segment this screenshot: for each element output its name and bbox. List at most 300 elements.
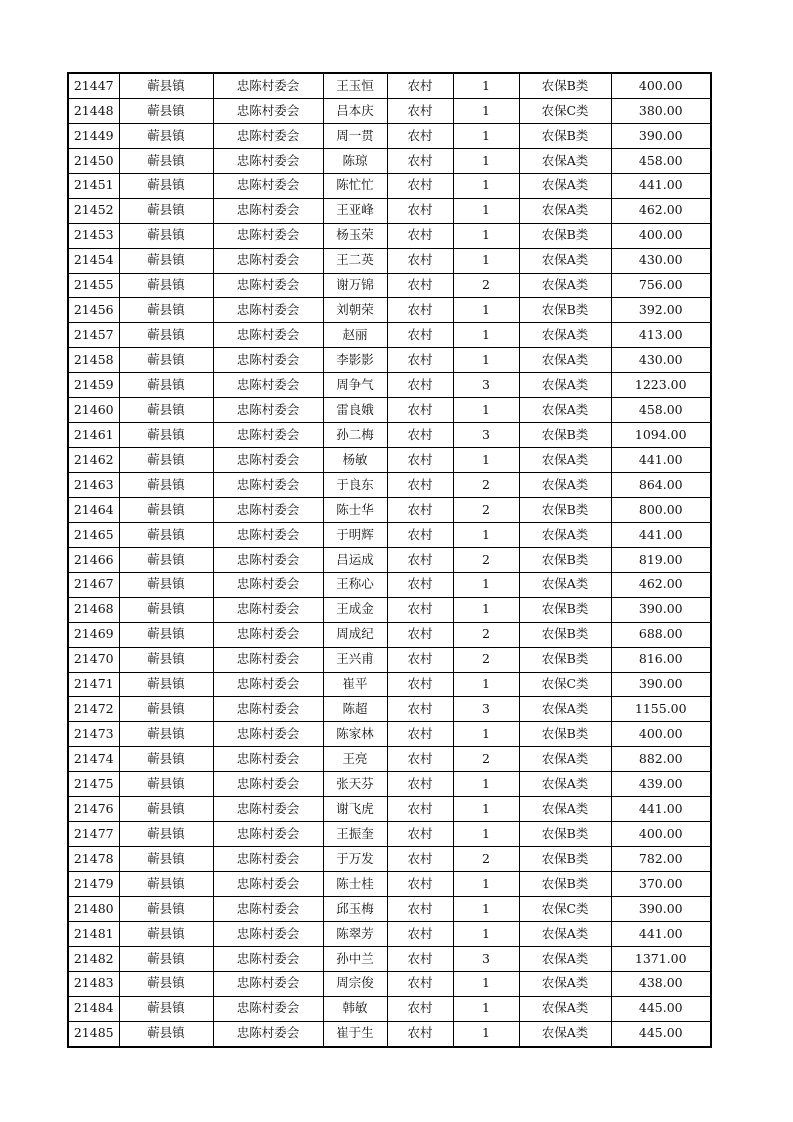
cell-amount: 782.00 [611,847,711,872]
cell-amount: 1371.00 [611,946,711,971]
cell-id: 21448 [68,98,119,123]
cell-type: 农村 [387,847,453,872]
cell-village: 忠陈村委会 [213,373,323,398]
cell-count: 1 [453,772,519,797]
cell-category: 农保A类 [519,697,611,722]
cell-type: 农村 [387,996,453,1021]
cell-village: 忠陈村委会 [213,971,323,996]
cell-category: 农保A类 [519,398,611,423]
cell-village: 忠陈村委会 [213,797,323,822]
cell-town: 蕲县镇 [119,98,213,123]
cell-category: 农保B类 [519,622,611,647]
cell-amount: 370.00 [611,872,711,897]
cell-count: 1 [453,248,519,273]
cell-type: 农村 [387,647,453,672]
cell-village: 忠陈村委会 [213,647,323,672]
table-row [68,597,711,622]
cell-category: 农保A类 [519,772,611,797]
cell-category: 农保A类 [519,323,611,348]
cell-category: 农保A类 [519,1021,611,1046]
cell-category: 农保A类 [519,572,611,597]
table-row [68,448,711,473]
cell-type: 农村 [387,423,453,448]
cell-count: 1 [453,298,519,323]
cell-village: 忠陈村委会 [213,697,323,722]
cell-id: 21447 [68,73,119,98]
cell-id: 21482 [68,946,119,971]
cell-category: 农保B类 [519,847,611,872]
table-row [68,423,711,448]
cell-id: 21472 [68,697,119,722]
cell-type: 农村 [387,398,453,423]
cell-category: 农保A类 [519,273,611,298]
cell-category: 农保A类 [519,348,611,373]
cell-category: 农保B类 [519,872,611,897]
cell-name: 韩敏 [323,996,387,1021]
cell-village: 忠陈村委会 [213,398,323,423]
cell-amount: 390.00 [611,123,711,148]
cell-type: 农村 [387,298,453,323]
cell-name: 李影影 [323,348,387,373]
cell-name: 王兴甫 [323,647,387,672]
cell-type: 农村 [387,223,453,248]
cell-amount: 1223.00 [611,373,711,398]
table-row [68,697,711,722]
cell-amount: 439.00 [611,772,711,797]
table-row [68,373,711,398]
cell-village: 忠陈村委会 [213,747,323,772]
cell-amount: 756.00 [611,273,711,298]
cell-count: 1 [453,1021,519,1046]
cell-count: 1 [453,597,519,622]
cell-type: 农村 [387,946,453,971]
cell-village: 忠陈村委会 [213,722,323,747]
table-row [68,847,711,872]
cell-name: 吕运成 [323,547,387,572]
cell-id: 21484 [68,996,119,1021]
cell-village: 忠陈村委会 [213,248,323,273]
cell-category: 农保A类 [519,148,611,173]
cell-count: 3 [453,423,519,448]
cell-id: 21469 [68,622,119,647]
cell-count: 2 [453,747,519,772]
cell-count: 2 [453,647,519,672]
cell-name: 周成纪 [323,622,387,647]
cell-category: 农保C类 [519,672,611,697]
cell-category: 农保A类 [519,448,611,473]
table-row [68,223,711,248]
cell-type: 农村 [387,822,453,847]
cell-name: 于良东 [323,473,387,498]
cell-count: 1 [453,921,519,946]
cell-name: 陈家林 [323,722,387,747]
cell-town: 蕲县镇 [119,896,213,921]
cell-town: 蕲县镇 [119,872,213,897]
cell-town: 蕲县镇 [119,1021,213,1046]
table-body [68,73,711,1047]
cell-count: 1 [453,348,519,373]
cell-town: 蕲县镇 [119,198,213,223]
cell-count: 1 [453,198,519,223]
cell-village: 忠陈村委会 [213,1021,323,1046]
cell-type: 农村 [387,173,453,198]
cell-village: 忠陈村委会 [213,872,323,897]
cell-id: 21453 [68,223,119,248]
cell-village: 忠陈村委会 [213,73,323,98]
cell-category: 农保A类 [519,198,611,223]
cell-count: 1 [453,148,519,173]
cell-count: 3 [453,373,519,398]
cell-id: 21466 [68,547,119,572]
table-row [68,98,711,123]
cell-name: 陈超 [323,697,387,722]
table-row [68,248,711,273]
cell-town: 蕲县镇 [119,273,213,298]
cell-amount: 445.00 [611,996,711,1021]
cell-id: 21471 [68,672,119,697]
cell-category: 农保A类 [519,522,611,547]
cell-name: 王成金 [323,597,387,622]
cell-category: 农保B类 [519,123,611,148]
cell-town: 蕲县镇 [119,971,213,996]
cell-type: 农村 [387,697,453,722]
cell-category: 农保A类 [519,971,611,996]
cell-category: 农保A类 [519,248,611,273]
cell-amount: 458.00 [611,398,711,423]
cell-town: 蕲县镇 [119,248,213,273]
cell-village: 忠陈村委会 [213,348,323,373]
cell-village: 忠陈村委会 [213,273,323,298]
cell-amount: 1094.00 [611,423,711,448]
table-row [68,722,711,747]
cell-amount: 390.00 [611,672,711,697]
cell-name: 王二英 [323,248,387,273]
table-row [68,822,711,847]
cell-town: 蕲县镇 [119,148,213,173]
cell-town: 蕲县镇 [119,647,213,672]
cell-id: 21451 [68,173,119,198]
cell-name: 于万发 [323,847,387,872]
table-row [68,896,711,921]
cell-amount: 400.00 [611,223,711,248]
cell-type: 农村 [387,98,453,123]
cell-town: 蕲县镇 [119,697,213,722]
cell-id: 21474 [68,747,119,772]
cell-type: 农村 [387,248,453,273]
cell-id: 21461 [68,423,119,448]
cell-town: 蕲县镇 [119,772,213,797]
cell-id: 21457 [68,323,119,348]
cell-name: 杨玉荣 [323,223,387,248]
cell-count: 1 [453,223,519,248]
table-row [68,772,711,797]
cell-type: 农村 [387,597,453,622]
cell-name: 崔平 [323,672,387,697]
cell-name: 吕本庆 [323,98,387,123]
cell-category: 农保A类 [519,373,611,398]
cell-type: 农村 [387,872,453,897]
cell-count: 1 [453,123,519,148]
cell-village: 忠陈村委会 [213,173,323,198]
cell-town: 蕲县镇 [119,497,213,522]
cell-type: 农村 [387,797,453,822]
cell-amount: 441.00 [611,797,711,822]
cell-name: 雷良娥 [323,398,387,423]
table-row [68,522,711,547]
cell-amount: 400.00 [611,822,711,847]
cell-count: 1 [453,98,519,123]
cell-count: 1 [453,872,519,897]
cell-category: 农保C类 [519,896,611,921]
cell-amount: 864.00 [611,473,711,498]
cell-id: 21479 [68,872,119,897]
cell-id: 21473 [68,722,119,747]
cell-village: 忠陈村委会 [213,522,323,547]
cell-amount: 462.00 [611,572,711,597]
table-row [68,473,711,498]
cell-name: 王称心 [323,572,387,597]
table-row [68,123,711,148]
cell-town: 蕲县镇 [119,223,213,248]
cell-id: 21467 [68,572,119,597]
cell-village: 忠陈村委会 [213,323,323,348]
cell-amount: 882.00 [611,747,711,772]
table-row [68,572,711,597]
cell-name: 孙中兰 [323,946,387,971]
cell-amount: 430.00 [611,348,711,373]
cell-town: 蕲县镇 [119,298,213,323]
cell-town: 蕲县镇 [119,722,213,747]
cell-village: 忠陈村委会 [213,597,323,622]
cell-village: 忠陈村委会 [213,547,323,572]
cell-id: 21462 [68,448,119,473]
cell-count: 2 [453,273,519,298]
cell-town: 蕲县镇 [119,398,213,423]
cell-name: 王玉恒 [323,73,387,98]
cell-category: 农保B类 [519,597,611,622]
cell-id: 21485 [68,1021,119,1046]
cell-village: 忠陈村委会 [213,198,323,223]
table-row [68,298,711,323]
cell-id: 21458 [68,348,119,373]
cell-category: 农保B类 [519,423,611,448]
cell-id: 21455 [68,273,119,298]
cell-name: 陈士华 [323,497,387,522]
cell-town: 蕲县镇 [119,547,213,572]
table-row [68,173,711,198]
cell-town: 蕲县镇 [119,847,213,872]
table-row [68,148,711,173]
cell-town: 蕲县镇 [119,448,213,473]
cell-count: 1 [453,572,519,597]
cell-village: 忠陈村委会 [213,896,323,921]
table-row [68,323,711,348]
cell-amount: 462.00 [611,198,711,223]
cell-amount: 458.00 [611,148,711,173]
cell-count: 2 [453,622,519,647]
cell-town: 蕲县镇 [119,572,213,597]
table-row [68,622,711,647]
cell-name: 周争气 [323,373,387,398]
cell-count: 1 [453,896,519,921]
cell-town: 蕲县镇 [119,597,213,622]
cell-town: 蕲县镇 [119,123,213,148]
table-row [68,996,711,1021]
table-row [68,273,711,298]
cell-type: 农村 [387,497,453,522]
cell-id: 21459 [68,373,119,398]
cell-type: 农村 [387,921,453,946]
cell-amount: 688.00 [611,622,711,647]
cell-id: 21477 [68,822,119,847]
cell-amount: 445.00 [611,1021,711,1046]
cell-town: 蕲县镇 [119,622,213,647]
table-row [68,1021,711,1046]
cell-type: 农村 [387,672,453,697]
table-row [68,398,711,423]
cell-count: 1 [453,672,519,697]
table-row [68,497,711,522]
cell-count: 2 [453,473,519,498]
cell-id: 21475 [68,772,119,797]
cell-village: 忠陈村委会 [213,473,323,498]
cell-category: 农保A类 [519,173,611,198]
cell-count: 1 [453,522,519,547]
cell-id: 21454 [68,248,119,273]
cell-name: 杨敏 [323,448,387,473]
cell-name: 赵丽 [323,323,387,348]
cell-village: 忠陈村委会 [213,223,323,248]
cell-count: 1 [453,971,519,996]
cell-name: 王亮 [323,747,387,772]
cell-type: 农村 [387,547,453,572]
cell-amount: 380.00 [611,98,711,123]
cell-town: 蕲县镇 [119,522,213,547]
cell-village: 忠陈村委会 [213,123,323,148]
cell-id: 21450 [68,148,119,173]
cell-town: 蕲县镇 [119,747,213,772]
cell-name: 崔于生 [323,1021,387,1046]
cell-village: 忠陈村委会 [213,148,323,173]
cell-type: 农村 [387,148,453,173]
cell-category: 农保A类 [519,996,611,1021]
cell-count: 1 [453,797,519,822]
cell-village: 忠陈村委会 [213,423,323,448]
cell-village: 忠陈村委会 [213,622,323,647]
cell-town: 蕲县镇 [119,822,213,847]
cell-amount: 390.00 [611,896,711,921]
table-row [68,647,711,672]
cell-category: 农保B类 [519,822,611,847]
table-row [68,872,711,897]
cell-category: 农保A类 [519,946,611,971]
cell-name: 周一贯 [323,123,387,148]
cell-village: 忠陈村委会 [213,497,323,522]
cell-village: 忠陈村委会 [213,822,323,847]
cell-name: 邱玉梅 [323,896,387,921]
cell-type: 农村 [387,1021,453,1046]
cell-count: 1 [453,822,519,847]
cell-id: 21449 [68,123,119,148]
cell-town: 蕲县镇 [119,348,213,373]
cell-amount: 441.00 [611,921,711,946]
cell-amount: 1155.00 [611,697,711,722]
cell-amount: 441.00 [611,522,711,547]
cell-amount: 800.00 [611,497,711,522]
cell-town: 蕲县镇 [119,373,213,398]
cell-name: 陈琼 [323,148,387,173]
cell-amount: 413.00 [611,323,711,348]
cell-name: 陈士桂 [323,872,387,897]
cell-type: 农村 [387,448,453,473]
cell-id: 21476 [68,797,119,822]
cell-type: 农村 [387,772,453,797]
cell-category: 农保A类 [519,747,611,772]
cell-id: 21463 [68,473,119,498]
table-row [68,348,711,373]
cell-count: 1 [453,173,519,198]
cell-name: 谢万锦 [323,273,387,298]
cell-amount: 430.00 [611,248,711,273]
cell-type: 农村 [387,273,453,298]
cell-count: 2 [453,547,519,572]
cell-name: 孙二梅 [323,423,387,448]
cell-category: 农保C类 [519,98,611,123]
cell-amount: 400.00 [611,73,711,98]
cell-village: 忠陈村委会 [213,946,323,971]
table-row [68,672,711,697]
cell-id: 21468 [68,597,119,622]
cell-category: 农保B类 [519,547,611,572]
cell-id: 21480 [68,896,119,921]
cell-id: 21483 [68,971,119,996]
cell-type: 农村 [387,323,453,348]
cell-type: 农村 [387,73,453,98]
cell-town: 蕲县镇 [119,173,213,198]
cell-village: 忠陈村委会 [213,772,323,797]
cell-id: 21464 [68,497,119,522]
cell-count: 1 [453,73,519,98]
cell-category: 农保B类 [519,298,611,323]
cell-id: 21460 [68,398,119,423]
cell-village: 忠陈村委会 [213,298,323,323]
cell-amount: 819.00 [611,547,711,572]
cell-name: 陈忙忙 [323,173,387,198]
cell-category: 农保B类 [519,497,611,522]
cell-village: 忠陈村委会 [213,847,323,872]
cell-type: 农村 [387,747,453,772]
cell-town: 蕲县镇 [119,73,213,98]
cell-count: 1 [453,398,519,423]
cell-category: 农保A类 [519,473,611,498]
table-row [68,797,711,822]
table-row [68,547,711,572]
cell-type: 农村 [387,473,453,498]
cell-village: 忠陈村委会 [213,996,323,1021]
cell-village: 忠陈村委会 [213,672,323,697]
cell-type: 农村 [387,572,453,597]
table-row [68,747,711,772]
cell-name: 谢飞虎 [323,797,387,822]
cell-count: 3 [453,946,519,971]
cell-id: 21478 [68,847,119,872]
cell-category: 农保A类 [519,797,611,822]
subsidy-table [67,72,712,1048]
cell-town: 蕲县镇 [119,423,213,448]
cell-id: 21452 [68,198,119,223]
cell-village: 忠陈村委会 [213,572,323,597]
table-row [68,921,711,946]
